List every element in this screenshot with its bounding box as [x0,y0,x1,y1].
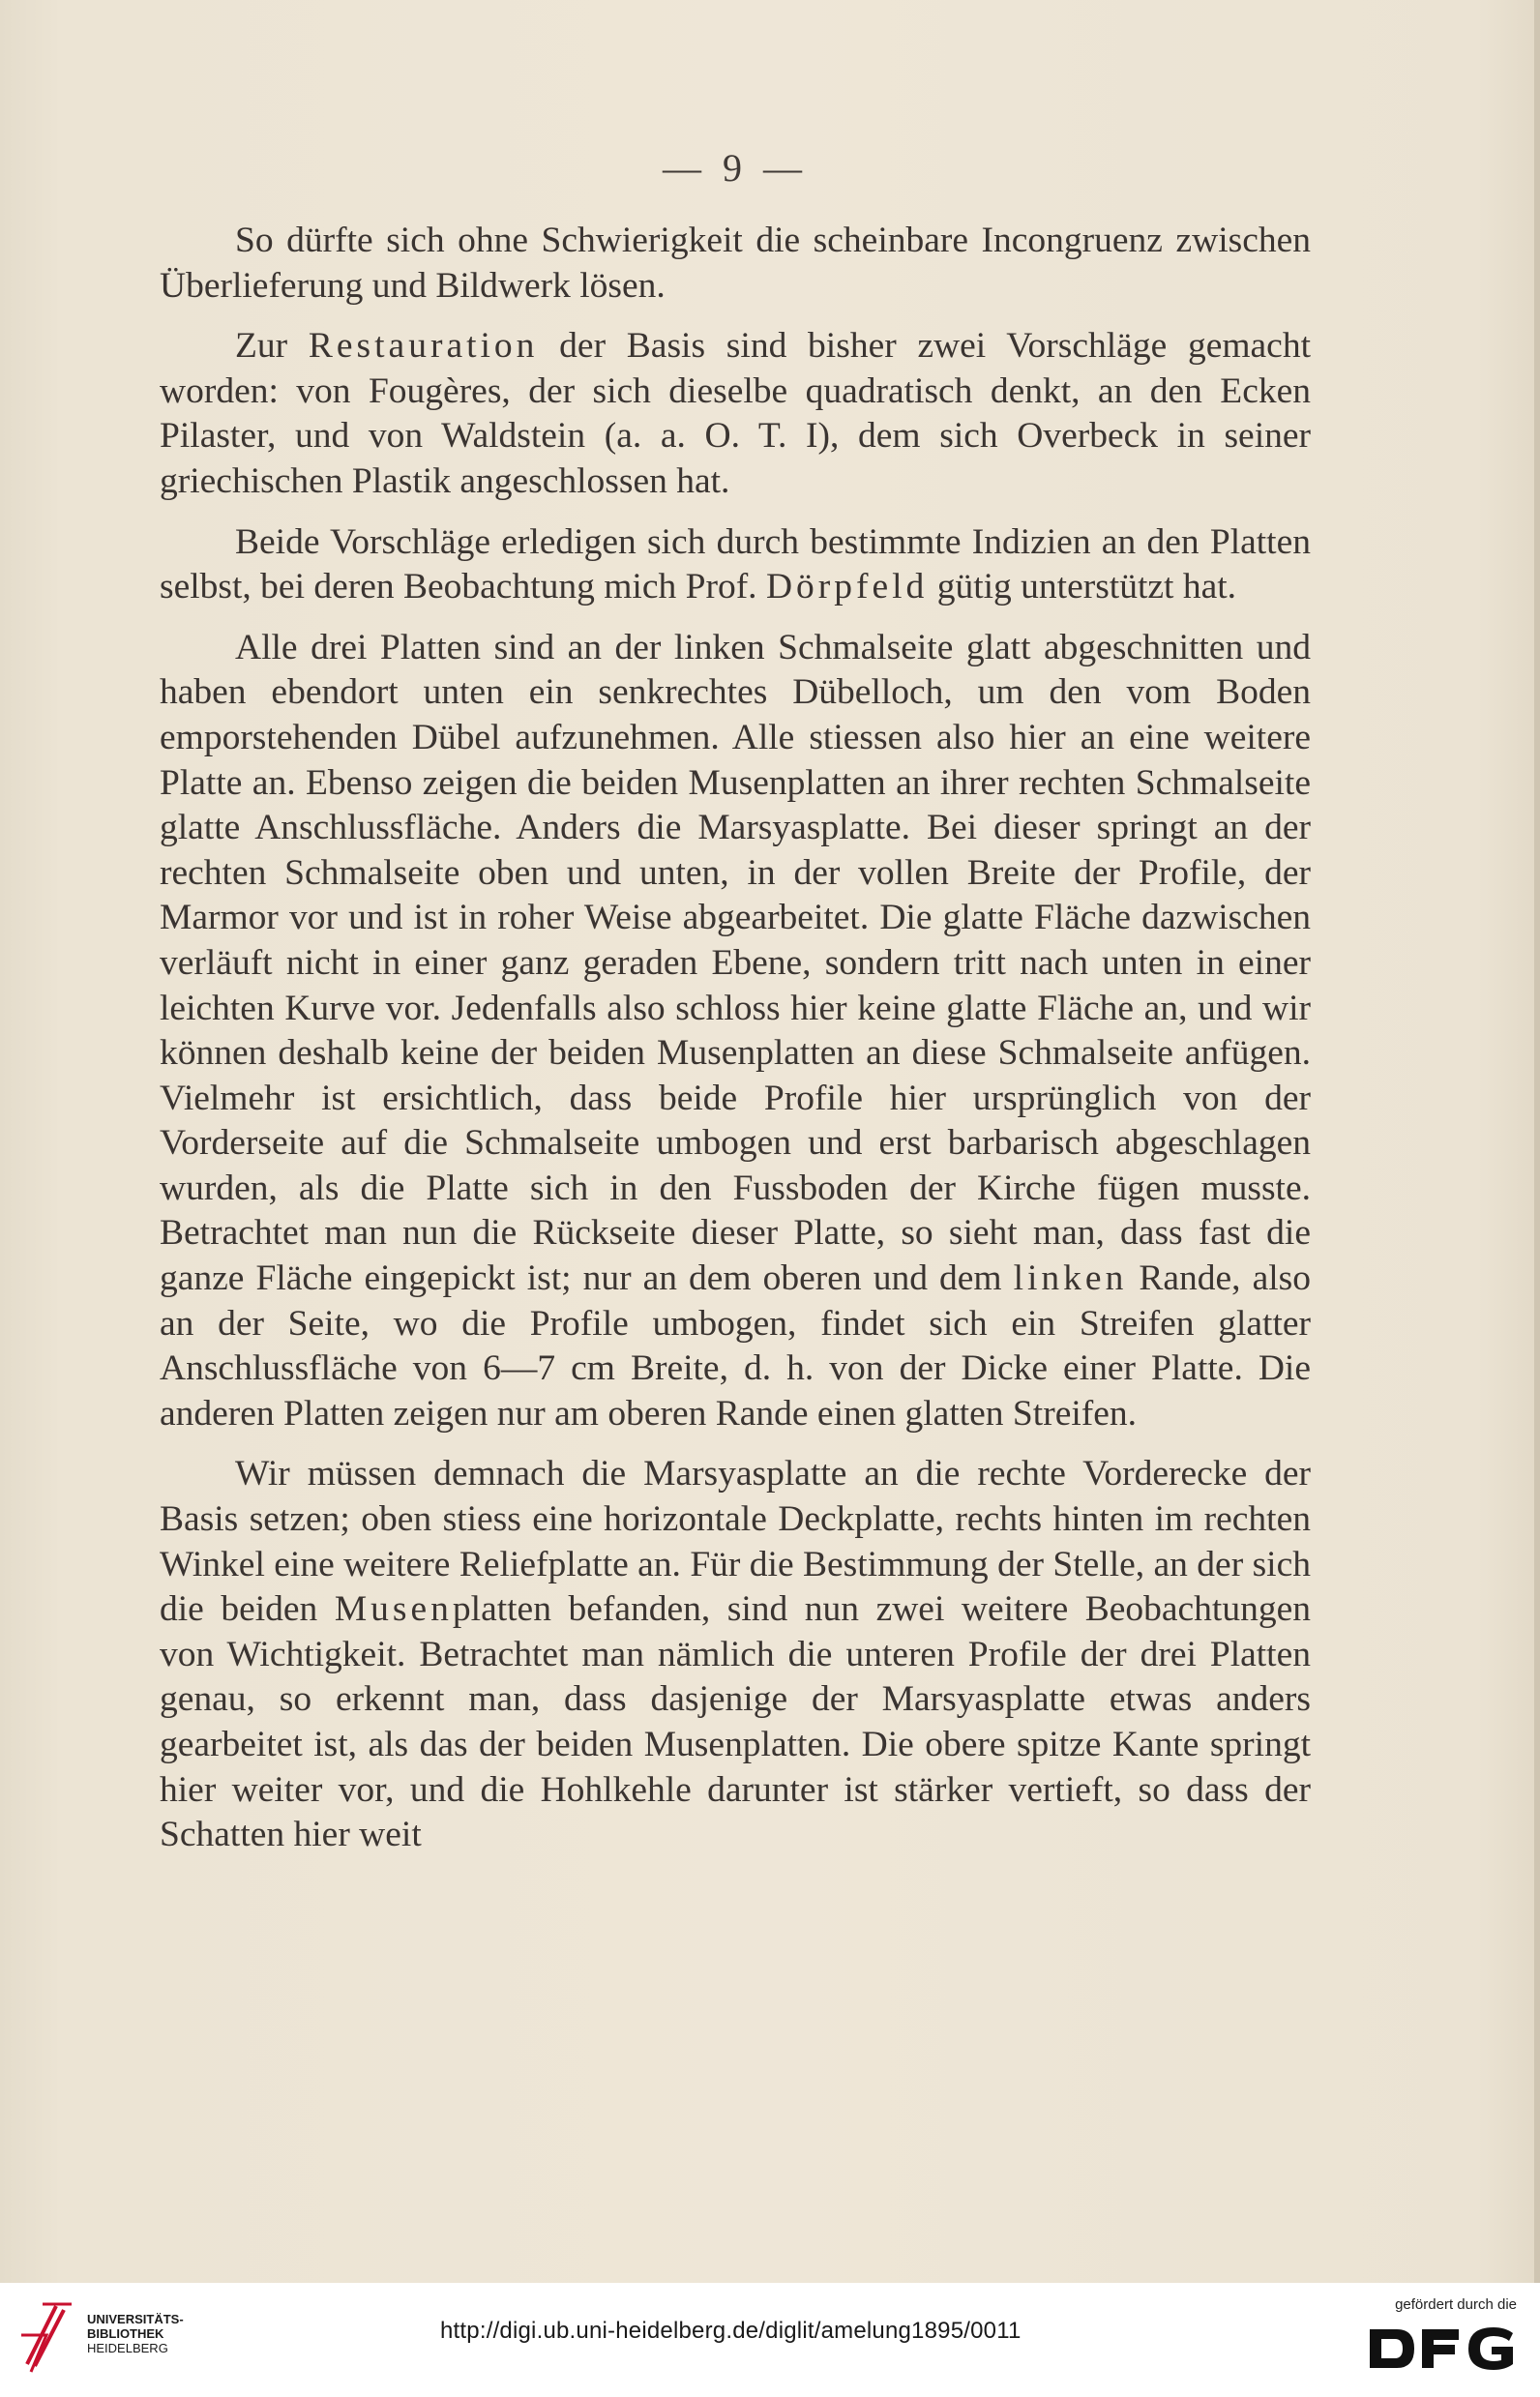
spaced-emphasis: Musen [334,1589,453,1630]
paragraph [160,324,1311,504]
text-run: Wir müssen demnach die Marsyasplatte an die rechte Vorderecke der Basis setzen; oben stiess eine horizontale Deckplatte, rechts hinten im rechten Winkel eine weitere Reliefplatte an. Für die Bestimmung der Stelle, an der sich die beiden [160,1454,1311,1630]
text-run: der Basis sind bisher zwei Vorschläge gemacht worden: von Fougères, der sich dieselbe quadratisch denkt, an den Ecken Pilaster, und von Waldstein (a. a. O. T. I), dem sich Overbeck in seiner griechischen Plastik angeschlossen hat. [160,326,1311,501]
spaced-emphasis: Dörpfeld [765,567,929,607]
text-run: Zur [235,326,309,367]
library-name-line: UNIVERSITÄTS- [87,2312,184,2326]
library-name [87,2312,184,2355]
library-name-line: HEIDELBERG [87,2341,168,2355]
page-number: — 9 — [663,146,808,190]
funding-label: gefördert durch die [1395,2296,1517,2313]
page-edge [1534,0,1540,2283]
body-text [160,219,1311,1874]
paragraph [160,1452,1311,1857]
source-url-link[interactable]: http://digi.ub.uni-heidelberg.de/diglit/amelung1895/0011 [440,2318,1022,2344]
text-run: Rande, also an der Seite, wo die Profile umbogen, findet sich ein Streifen glatter Anschlussfläche von 6—7 cm Breite, d. h. von der Dicke einer Platte. Die anderen Platten zeigen nur am oberen Rande einen glatten Streifen. [160,1258,1311,1434]
text-run: platten befanden, sind nun zwei weitere Beobachtungen von Wichtigkeit. Betrachtet man nämlich die unteren Profile der drei Platten genau, so erkennt man, dass dasjenige der Marsyasplatte etwas anders gearbeitet ist, als das der beiden Musenplatten. Die obere spitze Kante springt hier weiter vor, und die Hohlkehle darunter ist stärker vertieft, so dass der Schatten hier weit [160,1589,1311,1855]
dfg-logo-icon [1364,2322,1519,2376]
spaced-emphasis: linken [1013,1258,1128,1299]
digitization-footer [0,2283,1540,2397]
library-logo-icon [17,2296,77,2378]
library-name-line: BIBLIOTHEK [87,2326,164,2341]
text-run: Beide Vorschläge erledigen sich durch bestimmte Indizien an den Platten selbst, bei deren Beobachtung mich Prof. [160,521,1311,607]
paragraph [160,520,1311,610]
paragraph [160,626,1311,1437]
text-run: gütig unterstützt hat. [928,567,1237,607]
text-run: So dürfte sich ohne Schwierigkeit die scheinbare Incongruenz zwischen Überlieferung und Bildwerk lösen. [160,221,1311,306]
spaced-emphasis: Restauration [308,326,539,367]
paragraph [160,219,1311,309]
text-run: Alle drei Platten sind an der linken Schmalseite glatt abgeschnitten und haben ebendort unten ein senkrechtes Dübelloch, um den vom Boden emporstehenden Dübel aufzunehmen. Alle stiessen also hier an eine weitere Platte an. Ebenso zeigen die beiden Musenplatten an ihrer rechten Schmalseite glatte Anschlussfläche. Anders die Marsyasplatte. Bei dieser springt an der rechten Schmalseite oben und unten, in der vollen Breite der Profile, der Marmor vor und ist in roher Weise abgearbeitet. Die glatte Fläche dazwischen verläuft nicht in einer ganz geraden Ebene, sondern tritt nach unten in einer leichten Kurve vor. Jedenfalls also schloss hier keine glatte Fläche an, und wir können deshalb keine der beiden Musenplatten an diese Schmalseite anfügen. Vielmehr ist ersichtlich, dass beide Profile hier ursprünglich von der Vorderseite auf die Schmalseite umbogen und erst barbarisch abgeschlagen wurden, als die Platte sich in den Fussboden der Kirche fügen musste. Betrachtet man nun die Rückseite dieser Platte, so sieht man, dass fast die ganze Fläche eingepickt ist; nur an dem oberen und dem [160,627,1311,1299]
